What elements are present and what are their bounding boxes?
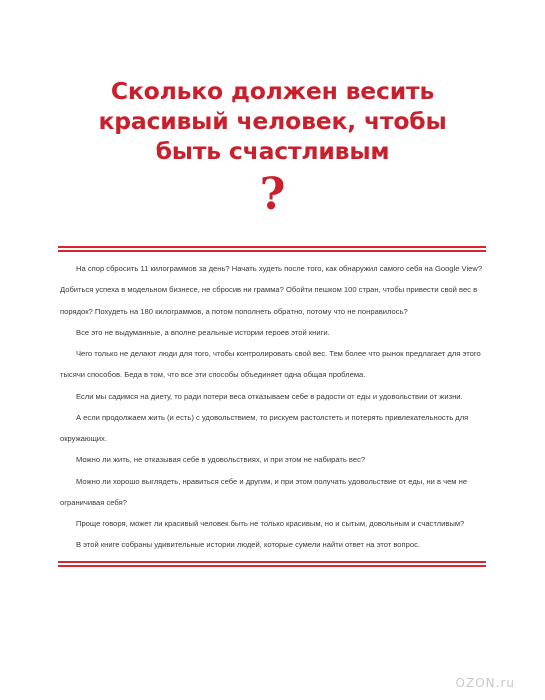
paragraph: Можно ли хорошо выглядеть, нравиться себе и другим, и при этом получать удовольствие от еды, ни в чем не ограничивая себя? <box>60 476 468 507</box>
paragraph: Можно ли жить, не отказывая себе в удовольствиях, и при этом не набирать вес? <box>76 455 366 465</box>
title-line-2: красивый человек, чтобы <box>98 107 447 135</box>
bottom-rule-inner <box>58 565 486 567</box>
paragraph: На спор сбросить 11 килограммов за день? Начать худеть после того, как обнаружил самого себя на Google View? Добиться успеха в модельном бизнесе, не сбросив ни грамма? Обойти пешком 100 стран, чтобы привести свой вес в порядок? Похудеть на 180 килограммов, а потом пополнеть обратно, потому что не понравилось? <box>60 264 483 316</box>
top-rule-inner <box>58 250 486 252</box>
paragraph: А если продолжаем жить (и есть) с удовольствием, то рискуем растолстеть и потерять привлекательность для окружающих. <box>60 412 469 443</box>
title-line-3: быть счастливым <box>155 137 390 165</box>
body-text <box>60 258 485 556</box>
watermark: OZON.ru <box>455 676 515 690</box>
paragraph: В этой книге собраны удивительные истории людей, которые сумели найти ответ на этот вопрос. <box>76 540 420 550</box>
top-rule <box>58 246 486 248</box>
question-mark: ? <box>259 169 286 220</box>
paragraph: Все это не выдуманные, а вполне реальные истории героев этой книги. <box>76 327 330 337</box>
paragraph: Чего только не делают люди для того, чтобы контролировать свой вес. Тем более что рынок предлагает для этого тысячи способов. Беда в том, что все эти способы объединяет одна общая проблема. <box>60 349 481 380</box>
bottom-rule <box>58 561 486 563</box>
paragraph: Проще говоря, может ли красивый человек быть не только красивым, но и сытым, довольным и счастливым? <box>76 519 465 528</box>
page-title <box>60 76 485 166</box>
paragraph: Если мы садимся на диету, то ради потери веса отказываем себе в радости от еды и удовольствии от жизни. <box>76 391 463 401</box>
title-line-1: Сколько должен весить <box>110 77 435 105</box>
